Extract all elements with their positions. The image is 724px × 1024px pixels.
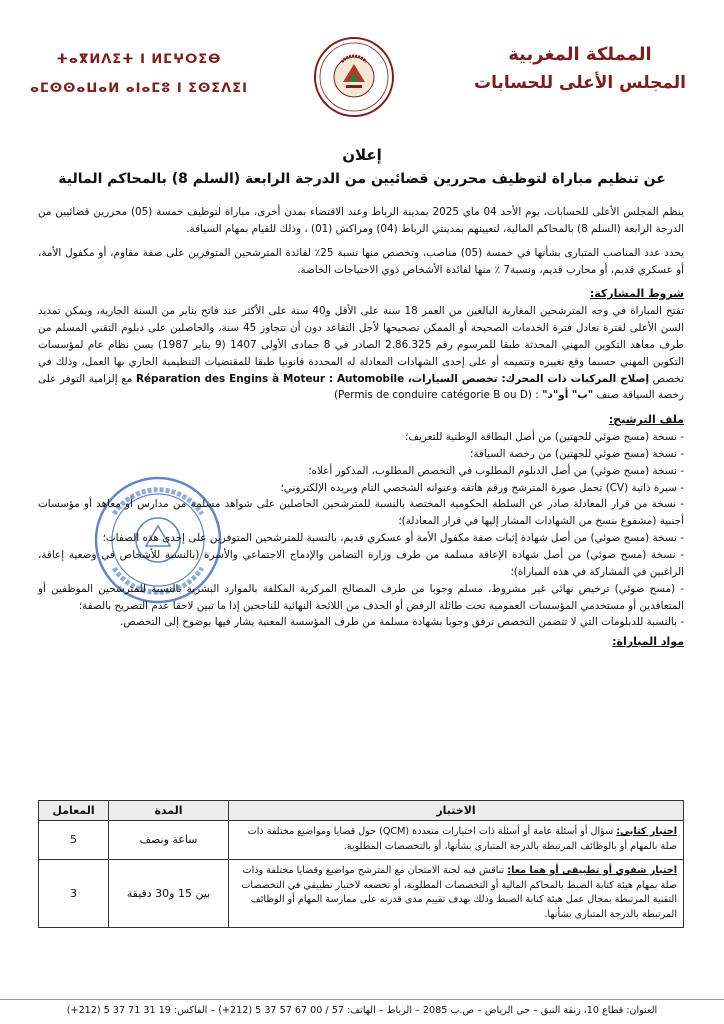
title-subject: عن تنظيم مباراة لتوظيف محررين قضائيين من الدرجة الرابعة (السلم 8) بالمحاكم المالية [58, 171, 666, 187]
dossier-heading: ملف الترشيح: [608, 413, 684, 427]
test-description [229, 859, 684, 927]
kingdom-name: المملكة المغربية [508, 44, 652, 65]
list-item: - نسخة (مسح ضوئي) من أصل شهادة إثبات صفة مكفول الأمة أو عسكري قديم، بالنسبة للمترشحين المتوفرين على إحدى هذه الصفات؛ [102, 532, 684, 545]
test-duration: بين 15 و30 دقيقة [109, 859, 229, 927]
license-french: (Permis de conduire catégorie B ou D) : [333, 389, 539, 402]
letterhead [0, 0, 724, 120]
column-coefficient: المعامل [39, 801, 109, 821]
list-item: - نسخة (مسح ضوئي) من أصل الدبلوم المطلوب في التخصص المطلوب، المذكور أعلاه؛ [308, 464, 684, 477]
column-test: الاختبار [229, 801, 684, 821]
list-item: - (مسح ضوئي) ترخيص نهائي غير مشروط، مسلم وجوبا من طرف المصالح المركزية المكلفة بالموارد البشرية بالنسبة للمترشحين الموظفين أو المتعاقدين أو مستخدمي المؤسسات العمومية تحت طائلة الرفض أو الحذف من اللائحة النهائية للناجحين إذا ما تبين لاحقا عدم التصريح بالصفة؛ [38, 582, 684, 612]
institution-name-arabic [474, 44, 686, 93]
specialty-arabic: إصلاح المركبات ذات المحرك: تخصص السيارات، [407, 372, 650, 385]
table-header-row [39, 801, 684, 821]
exam-heading: مواد المباراة: [612, 635, 684, 649]
specialty-french: Réparation des Engins à Moteur : Automobile [135, 372, 405, 385]
court-emblem-logo [313, 30, 395, 124]
test-description [229, 821, 684, 860]
address-footer: العنوان: قطاع 10، زنقة النبق – حي الرياض – ص.ب 2085 – الرباط – الهاتف: 57 / 00 67 57 37 5 (212+) – الفاكس: 19 31 71 37 5 (212+) [0, 999, 724, 1016]
test-coefficient: 5 [39, 821, 109, 860]
list-item: - نسخة من قرار المعادلة صادر عن السلطة الحكومية المختصة بالنسبة للمترشحين الحاصلين على شواهد مسلمة من مدارس أو معاهد أو مؤسسات أجنبية (مشفوع بنسخ من الشهادات المشار إليها في قرار المعادلة)؛ [38, 498, 684, 528]
exam-table [38, 800, 684, 928]
test-title: اختبار كتابي: [616, 826, 677, 837]
intro-paragraph-1: ينظم المجلس الأعلى للحسابات، يوم الأحد 04 ماي 2025 بمدينة الرباط وعند الاقتضاء بمدن أخرى، مباراة لتوظيف خمسة (05) محررين قضائيين من الدرجة الرابعة (السلم 8) بالمحاكم المالية، لتعيينهم بمدينتي الرباط (04) ومراكش (01) ، وذلك للقيام بمهام السياقة. [38, 206, 684, 235]
court-name: المجلس الأعلى للحسابات [473, 73, 686, 93]
list-item: - نسخة (مسح ضوئي) من أصل شهادة الإعاقة مسلمة من طرف وزارة التضامن والإدماج الاجتماعي والأسرة (بالنسبة للأشخاص في وضعية إعاقة، الراغبين في المشاركة في هذه المباراة)؛ [38, 548, 684, 578]
dossier-list [38, 429, 684, 631]
test-title: اختبار شفوي أو تطبيقي أو هما معا: [507, 864, 677, 876]
kingdom-name-tifinagh: ⵜⴰⴳⵍⴷⵉⵜ ⵏ ⵍⵎⵖⵔⵉⴱ [56, 52, 222, 67]
column-duration: المدة [109, 801, 229, 821]
list-item: - نسخة (مسح ضوئي للجهتين) من أصل البطاقة الوطنية للتعريف؛ [404, 431, 684, 444]
list-item: - بالنسبة للدبلومات التي لا تتضمن التخصص ترفق وجوبا بشهادة مسلمة من طرف المؤسسة المعنية يشار فيها بوضوح إلى التخصص. [120, 616, 684, 629]
announcement-title [0, 146, 724, 187]
license-categories: "ب" أو"د" [542, 389, 594, 402]
test-duration: ساعة ونصف [109, 821, 229, 860]
table-row [39, 821, 684, 860]
conditions-heading: شروط المشاركة: [589, 287, 684, 301]
institution-name-tifinagh [30, 52, 248, 96]
list-item: - سيرة ذاتية (CV) تحمل صورة المترشح ورقم هاتفه وعنوانه الشخصي التام وبريده الإلكتروني؛ [280, 481, 684, 494]
announcement-body [38, 204, 684, 651]
table-row [39, 859, 684, 927]
court-name-tifinagh: ⴰⵎⵙⵙⴰⵡⴰⵍ ⴰⵏⴰⵎⵓ ⵏ ⵉⵙⵉⴷⵉⵏ [30, 81, 248, 96]
title-heading: إعلان [342, 146, 382, 164]
license-text: مع إلزامية التوفر على رخصة السياقة صنف [38, 372, 684, 402]
conditions-body: تفتح المباراة في وجه المترشحين المغاربة البالغين من العمر 18 سنة على الأقل و40 سنة على الأكثر عند فاتح يناير من السنة الجارية، ويمكن تمديد السن الأعلى لفترة تعادل فترة الخدمات الصحيحة أو الممكن تصحيحها لأجل التقاعد دون أن تتجاوز 45 سنة، والحاصلين على دبلوم التقني المسلم من طرف معاهد التكوين المهني المحدثة طبقا للمرسوم رقم 2.86.325 الصادر في 8 جمادى الأولى 1407 (9 يناير 1987) بسن نظام عام لمؤسسات التكوين المهني حسبما وقع تغييره وتتميمه أو على إحدى الشهادات المعادلة له المحددة قانونيا طبقا للمقتضيات التنظيمية الجاري بها العمل، وذلك في تخصص [38, 305, 685, 385]
intro-paragraph-2: يحدد عدد المناصب المتبارى بشأنها في خمسة (05) مناصب، وتخصص منها نسبة 25٪ لفائدة المترشحين المتوفرين على صفة مقاوم، أو مكفول الأمة، أو عسكري قديم، أو محارب قديم، ونسبة7 ٪ منها لفائدة الأشخاص ذوي الاحتياجات الخاصة. [38, 246, 684, 276]
test-coefficient: 3 [39, 859, 109, 927]
conditions-paragraph [38, 303, 684, 404]
test-text: سؤال أو أسئلة عامة أو أسئلة ذات اختيارات متعددة (QCM) حول قضايا ومواضيع مختلفة ذات صلة بالمهام أو بالوظائف المرتبطة بالدرجة المتبارى بشأنها، أو بالتخصصات المطلوبة. [247, 826, 677, 852]
test-text: تناقش فيه لجنة الامتحان مع المترشح مواضيع وقضايا مختلفة وذات صلة بمهام هيئة كتابة الضبط بالمحاكم المالية أو التخصصات المطلوبة، أو تخضعه لاختبار تطبيقي في التخصصات التقنية المرتبطة بمجال عمل هيئة كتابة الضبط وذلك بهدف تقييم مدى قدرته على ممارسة المهام أو الوظائف المرتبطة بالدرجة المتبارى بشأنها. [241, 864, 677, 921]
list-item: - نسخة (مسح ضوئي للجهتين) من رخصة السياقة؛ [470, 447, 684, 460]
